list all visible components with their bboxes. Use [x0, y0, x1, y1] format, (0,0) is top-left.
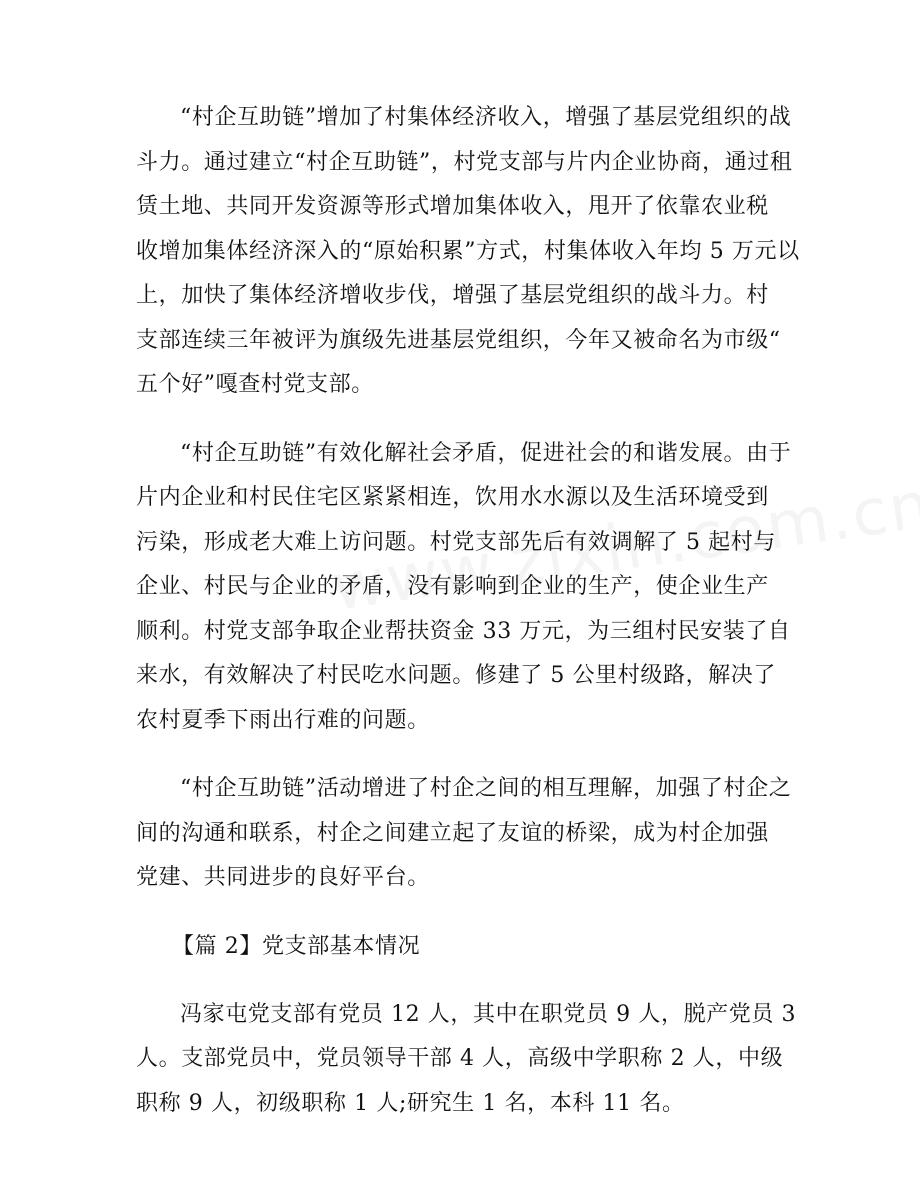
- paragraph-line: 来水，有效解决了村民吃水问题。修建了 5 公里村级路，解决了: [136, 663, 776, 688]
- paragraph-line: 顺利。村党支部争取企业帮扶资金 33 万元，为三组村民安装了自: [136, 618, 791, 644]
- paragraph-line: 五个好”嘎查村党支部。: [136, 372, 374, 397]
- paragraph-3: [136, 767, 802, 901]
- paragraph-line: 赁土地、共同开发资源等形式增加集体收入，甩开了依靠农业税: [136, 194, 769, 219]
- paragraph-line: 党建、共同进步的良好平台。: [136, 865, 430, 890]
- paragraph-line: 人。支部党员中，党员领导干部 4 人，高级中学职称 2 人，中级: [136, 1046, 784, 1071]
- paragraph-line: 冯家屯党支部有党员 12 人，其中在职党员 9 人，脱产党员 3: [180, 1001, 797, 1027]
- paragraph-line: “村企互助链”活动增进了村企之间的相互理解，加强了村企之: [180, 776, 792, 801]
- paragraph-line: 片内企业和村民住宅区紧紧相连，饮用水水源以及生活环境受到: [136, 485, 769, 510]
- paragraph-line: “村企互助链”增加了村集体经济收入，增强了基层党组织的战: [180, 105, 792, 130]
- paragraph-2: [136, 432, 802, 744]
- paragraph-4: [136, 993, 802, 1127]
- section-heading: 【篇 2】党支部基本情况: [172, 933, 421, 959]
- paragraph-line: 上，加快了集体经济增收步伐，增强了基层党组织的战斗力。村: [136, 283, 769, 308]
- paragraph-line: 污染，形成老大难上访问题。村党支部先后有效调解了 5 起村与: [136, 529, 776, 555]
- paragraph-line: 企业、村民与企业的矛盾，没有影响到企业的生产，使企业生产: [136, 574, 769, 599]
- paragraph-line: “村企互助链”有效化解社会矛盾，促进社会的和谐发展。由于: [180, 440, 792, 466]
- paragraph-line: 收增加集体经济深入的“原始积累”方式，村集体收入年均 5 万元以: [136, 238, 800, 264]
- paragraph-line: 农村夏季下雨出行难的问题。: [136, 707, 430, 733]
- paragraph-line: 职称 9 人，初级职称 1 人;研究生 1 名，本科 11 名。: [136, 1090, 685, 1116]
- paragraph-1: [136, 96, 802, 408]
- paragraph-line: 间的沟通和联系，村企之间建立起了友谊的桥梁，成为村企加强: [136, 820, 769, 846]
- paragraph-line: 斗力。通过建立“村企互助链”，村党支部与片内企业协商，通过租: [136, 149, 793, 175]
- paragraph-line: 支部连续三年被评为旗级先进基层党组织，今年又被命名为市级“: [136, 327, 781, 353]
